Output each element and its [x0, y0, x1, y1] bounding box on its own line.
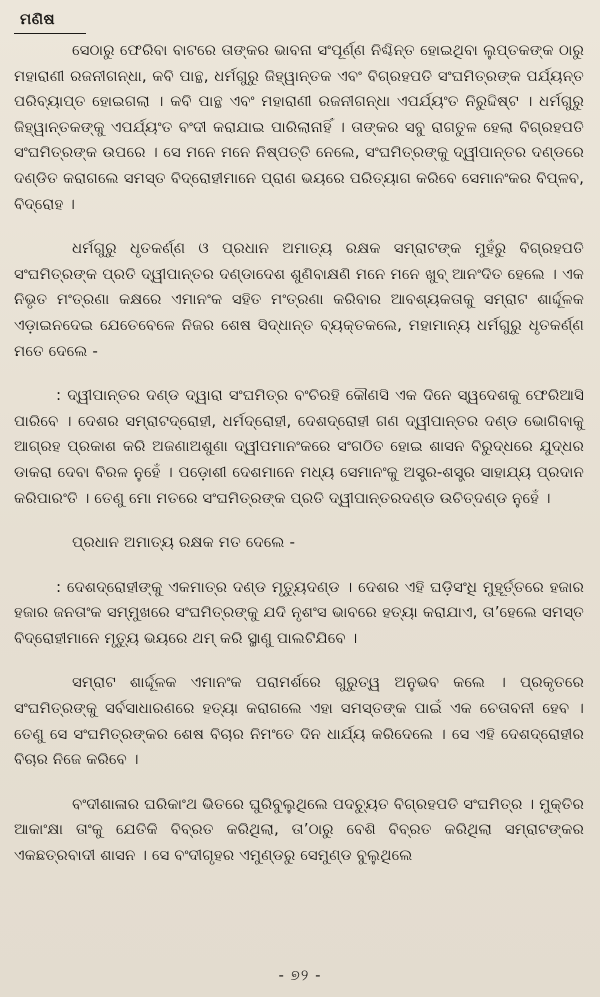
paragraph-narrative: ବଂଦୀଶାଳାର ଘରିକାଂଥ ଭିତରେ ଘୁରିବୁଲୁଥିଲେ ପଦଚ୍ୟୁତ ବିଗ୍ରହପତି ସଂଘମିତ୍ର । ମୁକ୍ତିର ଆକାଂକ୍ଷା ତାଂକୁ ଯେତିକି ବିବ୍ରତ କରିଥିଲା, ତା’ଠାରୁ ବେଶି ବିବ୍ରତ କରିଥିଲା ସମ୍ରାଟଙ୍କର ଏକଛତ୍ରବାଦୀ ଶାସନ । ସେ ବଂଦୀଗୃହର ଏମୁଣ୍ଡରୁ ସେମୁଣ୍ଡ ବୁଲୁଥିଲେ — [14, 794, 584, 865]
paragraph-narrative: ଧର୍ମଗୁରୁ ଧୃତକର୍ଣ୍ଣ ଓ ପ୍ରଧାନ ଅମାତ୍ୟ ରକ୍ଷକ ସମ୍ରାଟଙ୍କ ମୁହଁରୁ ବିଗ୍ରହପତି ସଂଘମିତ୍ରଙ୍କ ପ୍ରତି ଦ୍ୱୀପାନ୍ତର ଦଣ୍ଡାଦେଶ ଶୁଣିବାକ୍ଷଣି ମନେ ମନେ ଖୁବ୍ ଆନଂଦିତ ହେଲେ । ଏକ ନିଭୃତ ମଂତ୍ରଣା କକ୍ଷରେ ଏମାନଂକ ସହିତ ମଂତ୍ରଣା କରିବାର ଆବଶ୍ୟକତାକୁ ସମ୍ରାଟ ଶାର୍ଦ୍ଦୂଳକ ଏଡ଼ାଇନଦେଇ ଯେତେବେଳେ ନିଜର ଶେଷ ସିଦ୍ଧାନ୍ତ ବ୍ୟକ୍ତକଲେ, ମହାମାନ୍ୟ ଧର୍ମଗୁରୁ ଧୃତକର୍ଣ୍ଣ ମତେ ଦେଲେ - — [14, 239, 584, 360]
running-head-rule — [14, 33, 86, 34]
paragraph-speaker-cue: ପ୍ରଧାନ ଅମାତ୍ୟ ରକ୍ଷକ ମତ ଦେଲେ - — [72, 533, 295, 552]
body-text — [14, 38, 584, 888]
paragraph-speech: : ଦ୍ୱୀପାନ୍ତର ଦଣ୍ଡ ଦ୍ୱାରା ସଂଘମିତ୍ର ବଂଚିରହି କୌଣସି ଏକ ଦିନେ ସ୍ୱଦେଶକୁ ଫେରିଆସି ପାରିବେ । ଦେଶର ସମ୍ରାଟଦ୍ରୋହୀ, ଧର୍ମଦ୍ରୋହୀ, ଦେଶଦ୍ରୋହୀ ଗଣ ଦ୍ୱୀପାନ୍ତର ଦଣ୍ଡ ଭୋଗିବାକୁ ଆଗ୍ରହ ପ୍ରକାଶ କରି ଅଜଣାଅଶୁଣା ଦ୍ୱୀପମାନଂକରେ ସଂଗଠିତ ହୋଇ ଶାସନ ବିରୁଦ୍ଧରେ ଯୁଦ୍ଧର ଡାକରା ଦେବା ବିରଳ ନୁହେଁ । ପଡ଼ୋଶୀ ଦେଶମାନେ ମଧ୍ୟ ସେମାନଂକୁ ଅସ୍ତ୍ର-ଶସ୍ତ୍ର ସାହାଯ୍ୟ ପ୍ରଦାନ କରିପାରଂତି । ତେଣୁ ମୋ ମତରେ ସଂଘମିତ୍ରଙ୍କ ପ୍ରତି ଦ୍ୱୀପାନ୍ତରଦଣ୍ଡ ଉଚିତ୍‌ଦଣ୍ଡ ନୁହେଁ । — [14, 386, 584, 507]
paragraph-narrative: ସେଠାରୁ ଫେରିବା ବାଟରେ ତାଙ୍କର ଭାବନା ସଂପୂର୍ଣ୍ଣ ନିଶ୍ଚିନ୍ତ ହୋଇଥିବା ଲୁପ୍ତକଙ୍କ ଠାରୁ ମହାରାଣୀ ରଜନୀଗନ୍ଧା, କବି ପାନ୍ଥ, ଧର୍ମଗୁରୁ ଜିହ୍ୱାନ୍ତକ ଏବଂ ବିଗ୍ରହପତି ସଂଘମିତ୍ରଙ୍କ ପର୍ଯ୍ୟନ୍ତ ପରିବ୍ୟାପ୍ତ ହୋଇଗଲା । କବି ପାନ୍ଥ ଏବଂ ମହାରାଣୀ ରଜନୀଗନ୍ଧା ଏପର୍ଯ୍ୟଂତ ନିରୁଦ୍ଦିଷ୍ଟ । ଧର୍ମଗୁରୁ ଜିହ୍ୱାନ୍ତକଙ୍କୁ ଏପର୍ଯ୍ୟଂତ ବଂଦୀ କରାଯାଇ ପାରିଲାନାହିଁ । ତାଙ୍କର ସବୁ ରାଗତୁଳ ହେଲା ବିଗ୍ରହପତି ସଂଘମିତ୍ରଙ୍କ ଉପରେ । ସେ ମନେ ମନେ ନିଷ୍ପତ୍ତି ନେଲେ, ସଂଘମିତ୍ରଙ୍କୁ ଦ୍ୱୀପାନ୍ତର ଦଣ୍ଡରେ ଦଣ୍ଡିତ କରାଗଲେ ସମସ୍ତ ବିଦ୍ରୋହୀମାନେ ପ୍ରାଣ ଭୟରେ ପରିତ୍ୟାଗ କରିବେ ସେମାନଂକର ବିପ୍ଳବ, ବିଦ୍ରୋହ । — [14, 41, 584, 213]
paragraph-speech: : ଦେଶଦ୍ରୋହୀଙ୍କୁ ଏକମାତ୍ର ଦଣ୍ଡ ମୃତ୍ୟୁଦଣ୍ଡ । ଦେଶର ଏହି ଘଡ଼ିସଂଧି ମୁହୂର୍ତ୍ତରେ ହଜାର ହଜାର ଜନତାଂକ ସମ୍ମୁଖରେ ସଂଘମିତ୍ରଙ୍କୁ ଯଦି ନୃଶଂସ ଭାବରେ ହତ୍ୟା କରାଯାଏ, ତା’ହେଲେ ସମସ୍ତ ବିଦ୍ରୋହୀମାନେ ମୃତ୍ୟୁ ଭୟରେ ଥମ୍ କରି ସ୍ଥାଣୁ ପାଲଟିଯିବେ । — [14, 577, 584, 647]
paragraph-narrative: ସମ୍ରାଟ ଶାର୍ଦ୍ଦୂଳକ ଏମାନଂକ ପରାମର୍ଶରେ ଗୁରୁତ୍ୱ ଅନୁଭବ କଲେ । ପ୍ରକୃତରେ ସଂଘମିତ୍ରଙ୍କୁ ସର୍ବସାଧାରଣରେ ହତ୍ୟା କରାଗଲେ ଏହା ସମସ୍ତଙ୍କ ପାଇଁ ଏକ ଚେତାବନୀ ହେବ । ତେଣୁ ସେ ସଂଘମିତ୍ରଙ୍କର ଶେଷ ବିଚାର ନିମଂତେ ଦିନ ଧାର୍ଯ୍ୟ କରିଦେଲେ । ସେ ଏହି ଦେଶଦ୍ରୋହୀର ବିଚାର ନିଜେ କରିବେ । — [14, 673, 584, 769]
page-number: - ୭୨ - — [278, 966, 322, 984]
running-head: ମଣିଷ — [20, 10, 56, 28]
